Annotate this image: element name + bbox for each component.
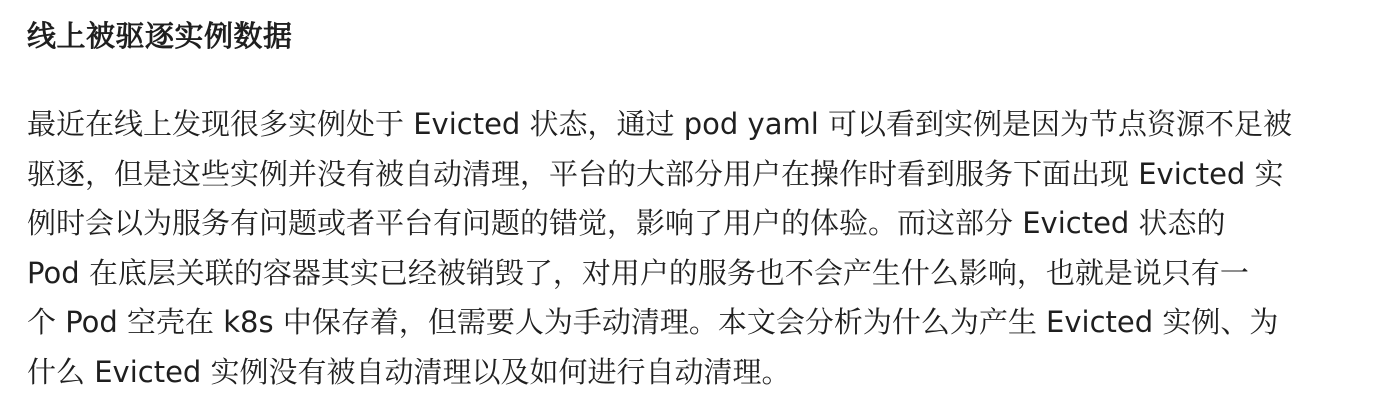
paragraph-line: 个 Pod 空壳在 k8s 中保存着，但需要人为手动清理。本文会分析为什么为产生 Evicted 实例、为: [27, 305, 1279, 340]
paragraph-line: 例时会以为服务有问题或者平台有问题的错觉，影响了用户的体验。而这部分 Evicted 状态的: [27, 206, 1226, 241]
body-paragraph: [27, 100, 1372, 398]
article: [27, 0, 1372, 398]
section-heading: 线上被驱逐实例数据: [27, 19, 293, 53]
paragraph-line: Pod 在底层关联的容器其实已经被销毁了，对用户的服务也不会产生什么影响，也就是说只有一: [27, 255, 1249, 290]
paragraph-line: 最近在线上发现很多实例处于 Evicted 状态，通过 pod yaml 可以看到实例是因为节点资源不足被: [27, 107, 1292, 141]
paragraph-line: 什么 Evicted 实例没有被自动清理以及如何进行自动清理。: [27, 354, 791, 389]
paragraph-line: 驱逐，但是这些实例并没有被自动清理，平台的大部分用户在操作时看到服务下面出现 Evicted 实: [27, 156, 1284, 191]
